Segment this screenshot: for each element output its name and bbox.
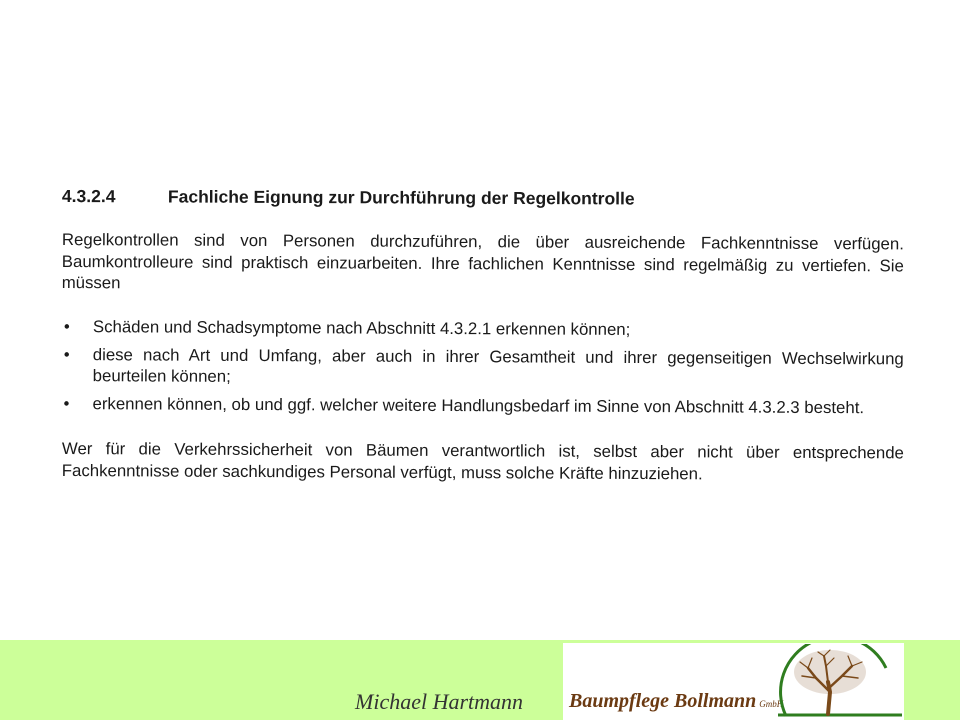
list-item [62, 343, 904, 390]
section-number: 4.3.2.4 [61, 186, 116, 207]
tree-logo-icon [778, 644, 902, 720]
section-title: Fachliche Eignung zur Durchführung der Regelkontrolle [167, 186, 635, 209]
document-excerpt [62, 186, 904, 481]
list-item [61, 392, 903, 418]
closing-paragraph: Wer für die Verkehrssicherheit von Bäumen verantwortlich ist, selbst aber nicht über entsprechende Fachkenntnisse oder sachkundiges Personal verfügt, muss solche Kräfte hinzuziehen. [61, 438, 904, 483]
bullet-icon: • [63, 344, 70, 364]
bullet-icon: • [63, 316, 70, 336]
list-item [62, 316, 904, 342]
list-item-text: diese nach Art und Umfang, aber auch in ihrer Gesamtheit und ihrer gegenseitigen Wechselwirkung beurteilen können; [92, 344, 904, 386]
intro-paragraph: Regelkontrollen sind von Personen durchzuführen, die über ausreichende Fachkenntnisse verfügen. Baumkontrolleure sind praktisch einzuarbeiten. Ihre fachlichen Kenntnisse sind regelmäßig zu vertiefen. Sie müssen [61, 229, 904, 293]
logo-canopy [794, 650, 866, 694]
author-name: Michael Hartmann [355, 689, 524, 714]
company-name [569, 690, 783, 713]
company-suffix: GmbH [759, 699, 784, 709]
list-item-text: Schäden und Schadsymptome nach Abschnitt 4.3.2.1 erkennen können; [92, 316, 631, 339]
bullet-icon: • [63, 393, 70, 413]
company-name-text: Baumpflege Bollmann [569, 690, 757, 712]
bullet-list [61, 316, 904, 418]
section-heading [62, 186, 904, 211]
list-item-text: erkennen können, ob und ggf. welcher weitere Handlungsbedarf im Sinne von Abschnitt 4.3.2.3 besteht. [92, 393, 865, 417]
